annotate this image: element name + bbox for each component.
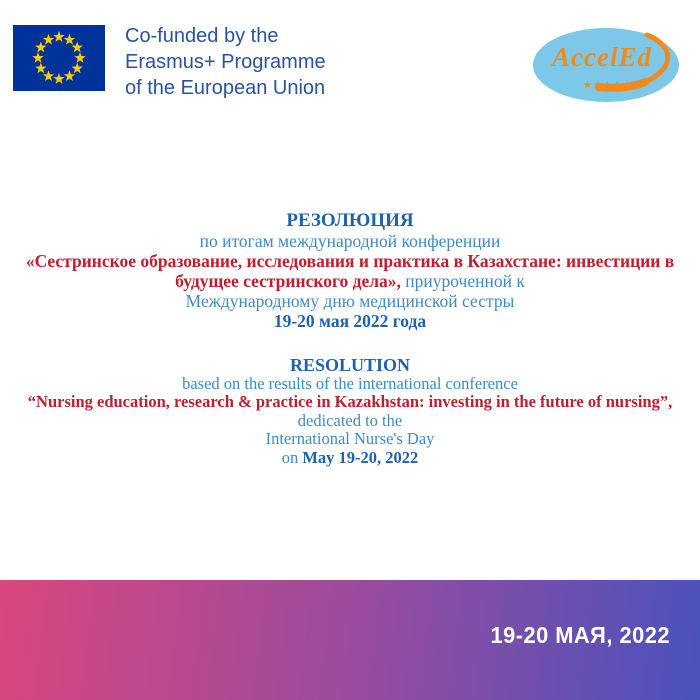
eu-text-line2: Erasmus+ Programme [125,51,326,73]
eu-text-line3: of the European Union [125,77,326,99]
acceled-stars-icon: ★★★★★ [583,80,633,91]
dedication-line2-en: International Nurse's Day [265,429,435,448]
date-line-ru: 19-20 мая 2022 года [273,311,427,331]
conference-title-ru-highlight: «Сестринское образование, исследования и практика в Казахстане: инвестиции в будущее сестринского дела», [25,251,675,291]
footer-gradient-band [0,580,700,700]
date-prefix-en: on [281,447,303,467]
conference-title-ru [20,251,680,291]
conference-dedication-suffix-ru: приуроченной к [400,271,525,291]
acceled-wordmark: AccelEd [552,42,652,72]
conference-title-en: “Nursing education, research & practice in Kazakhstan: investing in the future of nursing”, [27,392,673,411]
dedication-line1-en: dedicated to the [297,410,403,430]
resolution-subtitle-en: based on the results of the international conference [182,373,518,393]
resolution-title-en: RESOLUTION [289,355,411,375]
eu-cofunding-banner [13,25,326,101]
date-line-en [20,449,680,468]
eu-cofunding-text [125,23,326,101]
resolution-block-ru [20,211,680,331]
footer-date-badge: 19-20 МАЯ, 2022 [490,622,670,648]
resolution-block-en [20,356,680,467]
resolution-title-ru: РЕЗОЛЮЦИЯ [286,210,414,231]
eu-text-line1: Co-funded by the [125,25,279,47]
acceled-logo [533,28,679,102]
eu-flag-icon [13,25,105,91]
resolution-subtitle-ru: по итогам международной конференции [199,231,501,251]
dedication-line-ru: Международному дню медицинской сестры [185,291,515,311]
date-value-en: May 19-20, 2022 [302,447,419,467]
